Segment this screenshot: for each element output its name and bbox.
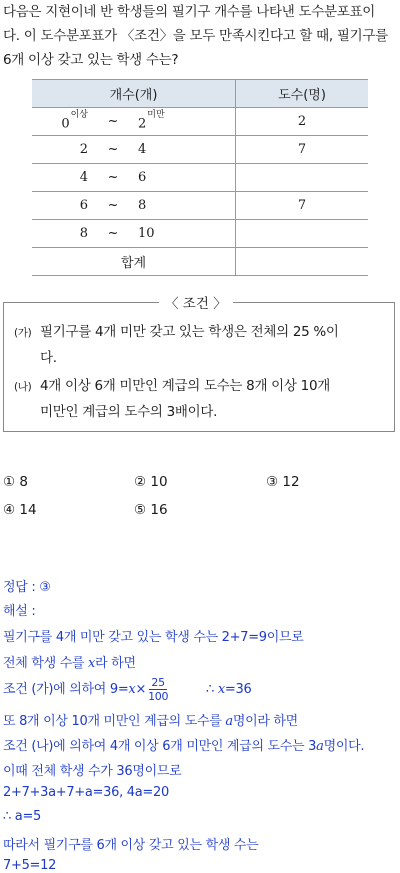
choice-3[interactable]: ③ 12 [266, 474, 300, 490]
table-row [32, 192, 368, 220]
solution-label: 해설 : [3, 604, 36, 619]
class-to: 10 [138, 226, 155, 241]
condition-a-line2: 다. [40, 350, 57, 366]
class-tilde: ~ [107, 170, 119, 185]
table-row [32, 136, 368, 164]
condition-b-line2: 미만인 계급의 도수의 3배이다. [40, 404, 218, 420]
condition-a-line: (가) 필기구를 4개 미만 갖고 있는 학생은 전체의 25 %이 [14, 319, 386, 346]
solution-line: 전체 학생 수를 x라 하면 [3, 656, 136, 671]
class-from: 8 [79, 226, 88, 241]
class-tilde: ~ [107, 142, 119, 157]
solution-line: 따라서 필기구를 6개 이상 갖고 있는 학생 수는 [3, 838, 259, 853]
condition-a-marker: (가) [14, 327, 32, 339]
answer-line: 정답 : ③ [3, 580, 51, 595]
class-to: $2^{미만}$ [138, 109, 165, 132]
class-from: 6 [79, 198, 88, 213]
solution-line: 필기구를 4개 미만 갖고 있는 학생 수는 2+7=9이므로 [3, 630, 304, 645]
choice-2[interactable]: ② 10 [134, 474, 168, 490]
solution-line: 또 8개 이상 10개 미만인 계급의 도수를 a명이라 하면 [3, 714, 298, 729]
frequency-cell: 2 [236, 108, 369, 136]
frequency-cell: 7 [236, 136, 369, 164]
class-from: 2 [79, 142, 88, 157]
total-label: 합계 [32, 248, 236, 276]
class-from-suffix: 이상 [70, 109, 88, 120]
question-line: 6개 이상 갖고 있는 학생 수는? [3, 52, 179, 68]
solution-line: 2+7+3a+7+a=36, 4a=20 [3, 785, 169, 800]
table-total-row [32, 248, 368, 276]
table-row [32, 164, 368, 192]
question-line: 다. 이 도수분포표가 〈조건〉을 모두 만족시킨다고 할 때, 필기구를 [3, 28, 388, 44]
conditions-box [3, 296, 395, 432]
class-tilde: ~ [107, 198, 119, 213]
table-header-row [32, 80, 368, 108]
choice-4[interactable]: ④ 14 [3, 502, 37, 518]
table-row [32, 108, 368, 136]
class-to: 4 [138, 142, 147, 157]
frequency-cell [236, 220, 369, 248]
solution-line: ∴ a=5 [3, 809, 42, 824]
frequency-table [32, 79, 368, 276]
solution-line: 7+5=12 [3, 858, 57, 873]
question-text [3, 0, 397, 72]
class-to: 8 [138, 198, 147, 213]
solution-line: 조건 (가)에 의하여 9=x× $\frac{25}{100}$ ∴ x=36 [3, 676, 252, 703]
question-line: 다음은 지현이네 반 학생들의 필기구 개수를 나타낸 도수분포표이 [3, 4, 375, 20]
class-to-suffix: 미만 [147, 109, 165, 120]
header-frequency: 도수(명) [236, 80, 369, 108]
class-tilde: ~ [107, 226, 119, 241]
class-tilde: ~ [107, 114, 119, 129]
frequency-cell [236, 164, 369, 192]
choice-1[interactable]: ① 8 [3, 474, 28, 490]
condition-b-marker: (나) [14, 381, 32, 393]
class-from: 4 [79, 170, 88, 185]
class-from: $0^{이상}$ [61, 109, 88, 132]
table-row [32, 220, 368, 248]
solution-line: 조건 (나)에 의하여 4개 이상 6개 미만인 계급의 도수는 3a명이다. [3, 739, 365, 754]
header-count: 개수(개) [32, 80, 236, 108]
solution-line: 이때 전체 학생 수가 36명이므로 [3, 764, 182, 779]
class-to: 6 [138, 170, 147, 185]
frequency-cell: 7 [236, 192, 369, 220]
fraction: $\frac{25}{100}$ [148, 676, 169, 703]
condition-b-line: (나) 4개 이상 6개 미만인 계급의 도수는 8개 이상 10개 [14, 373, 386, 400]
choice-5[interactable]: ⑤ 16 [134, 502, 168, 518]
conditions-title: 〈 조건 〉 [159, 292, 233, 312]
total-value [236, 248, 369, 276]
